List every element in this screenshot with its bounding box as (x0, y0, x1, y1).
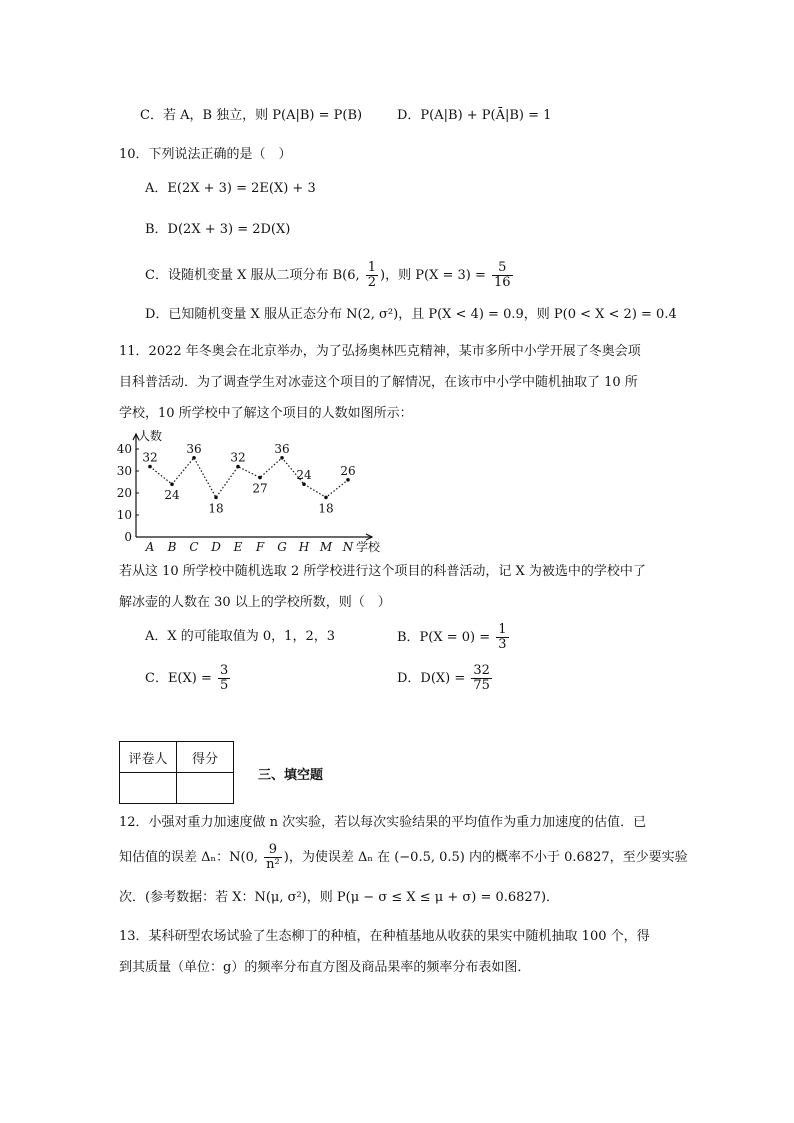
chart-point (214, 496, 218, 500)
chart-point (280, 456, 284, 460)
q10-c-binom-fraction (366, 261, 378, 290)
q12-line-2 (119, 840, 688, 876)
q11-option-a: A．X 的可能取值为 0，1，2，3 (145, 629, 335, 644)
q12-line-3: 次．(参考数据：若 X：N(μ, σ²)，则 P(μ − σ ≤ X ≤ μ + σ) = 0.6827)． (119, 890, 560, 905)
q10-option-d: D．已知随机变量 X 服从正态分布 N(2, σ²)，且 P(X < 4) = 0.9，则 P(0 < X < 2) = 0.4 (145, 307, 677, 322)
chart-series (142, 442, 355, 516)
q12-num: 9 (264, 843, 282, 858)
q11-c-fraction (218, 664, 230, 693)
chart-data-label: 18 (318, 501, 334, 516)
chart-y-tick-label: 30 (116, 464, 132, 478)
chart-point (346, 478, 350, 482)
q12-l2-post: ，为使误差 Δₙ 在 (−0.5, 0.5) 内的概率不小于 0.6827，至少要实验 (288, 850, 688, 865)
chart-data-label: 27 (252, 481, 268, 496)
chart-x-tick-label: C (189, 540, 199, 554)
score-table-score-header: 得分 (177, 742, 234, 773)
chart-x-tick-label: F (255, 540, 265, 554)
q10-c-binom-num: 1 (367, 260, 377, 275)
chart-data-label: 18 (208, 501, 224, 516)
chart-data-label: 26 (340, 463, 356, 478)
q10-option-c (145, 258, 515, 294)
q10-c-mid: ，则 P(X = 3) = (385, 268, 490, 283)
chart-data-label: 24 (164, 488, 180, 503)
q10-option-a: A．E(2X + 3) = 2E(X) + 3 (145, 181, 316, 196)
q10-c-fraction (492, 261, 513, 290)
school-count-chart (110, 426, 390, 556)
chart-data-label: 36 (274, 441, 290, 456)
q10-c-binom-close: ) (380, 268, 386, 283)
q10-c-binom-den: 2 (367, 275, 377, 290)
q10-c-text: C．设随机变量 X 服从二项分布 B (145, 268, 343, 283)
q11-c-text: C．E(X) = (145, 671, 216, 686)
section-title: 三、填空题 (258, 768, 324, 783)
chart-x-tick-label: B (167, 540, 177, 554)
q10-c-den: 16 (494, 275, 511, 290)
chart-x-tick-label: N (342, 540, 354, 554)
q11-d-fraction (471, 664, 492, 693)
q11-d-num: 32 (473, 663, 490, 678)
q12-l2-pre: 知估值的误差 Δₙ：N (119, 850, 241, 865)
chart-data-label: 32 (230, 450, 246, 465)
score-table (119, 741, 234, 804)
chart-x-tick-label: E (233, 540, 243, 554)
q12-den: n² (266, 857, 280, 872)
q11-option-d (397, 661, 494, 697)
chart-point (170, 482, 174, 486)
q13-line-2: 到其质量（单位：g）的频率分布直方图及商品果率的频率分布表如图． (119, 960, 531, 975)
chart-x-tick-label: G (277, 540, 287, 554)
q11-option-c (145, 661, 232, 697)
chart-y-label: 人数 (138, 429, 163, 443)
score-table-score-cell[interactable] (177, 773, 234, 804)
q12-line-1: 12．小强对重力加速度做 n 次实验，若以每次实验结果的平均值作为重力加速度的估值．已 (119, 815, 647, 830)
chart-series-line (150, 458, 348, 498)
q11-line-1: 11．2022 年冬奥会在北京举办，为了弘扬奥林匹克精神，某市多所中小学开展了冬奥会项 (119, 344, 641, 359)
chart-point (302, 482, 306, 486)
chart-data-label: 32 (142, 450, 158, 465)
chart-x-tick-label: D (211, 540, 221, 554)
score-table-grader-header: 评卷人 (120, 742, 177, 773)
chart-point (192, 456, 196, 460)
chart-x-tick-label: M (319, 540, 333, 554)
chart-x-tick-label: A (145, 540, 155, 554)
q11-line-3: 学校，10 所学校中了解这个项目的人数如图所示： (119, 406, 413, 421)
chart-x-tick-label: H (298, 540, 310, 554)
q13-line-1: 13．某科研型农场试验了生态柳丁的种植，在种植基地从收获的果实中随机抽取 100 个，得 (119, 929, 650, 944)
q11-option-b (397, 620, 511, 656)
q11-c-den: 5 (220, 678, 229, 693)
q10-c-num: 5 (492, 261, 513, 276)
chart-point (236, 465, 240, 469)
chart-y-tick-label: 10 (116, 508, 132, 522)
q12-l2-open: (0, (240, 850, 263, 865)
q11-b-text: B．P(X = 0) = (397, 630, 495, 645)
q9-option-c: C．若 A，B 独立，则 P(A|B) = P(B) (140, 108, 363, 123)
q12-l2-close: ) (283, 850, 289, 865)
chart-y-tick-label: 0 (124, 530, 132, 544)
q10-stem: 10．下列说法正确的是（ ） (119, 147, 292, 162)
q12-fraction (264, 843, 282, 872)
chart-y-tick-label: 20 (116, 486, 132, 500)
q11-b-num: 1 (498, 622, 507, 637)
chart-point (324, 496, 328, 500)
q10-option-b: B．D(2X + 3) = 2D(X) (145, 222, 291, 237)
q11-b-fraction (496, 623, 508, 652)
chart-y-tick-label: 40 (116, 442, 132, 456)
chart-point (148, 465, 152, 469)
chart-x-label: 学校 (356, 540, 381, 554)
q11-d-text: D．D(X) = (397, 671, 470, 686)
q11-after-line-1: 若从这 10 所学校中随机选取 2 所学校进行这个项目的科普活动，记 X 为被选中的学校中了 (119, 564, 646, 579)
q11-c-num: 3 (220, 663, 229, 678)
q11-after-line-2: 解冰壶的人数在 30 以上的学校所数，则（ ） (119, 595, 391, 610)
q9-option-d: D．P(A|B) + P(Ā|B) = 1 (397, 108, 552, 123)
q10-c-binom-open: (6, (342, 268, 364, 283)
score-table-grader-cell[interactable] (120, 773, 177, 804)
q11-d-den: 75 (473, 678, 490, 693)
q11-b-den: 3 (498, 637, 507, 652)
q11-line-2: 目科普活动．为了调查学生对冰壶这个项目的了解情况，在该市中小学中随机抽取了 10 所 (119, 375, 638, 390)
chart-point (258, 476, 262, 480)
score-table-input-row (120, 773, 234, 804)
score-table-header-row (120, 742, 234, 773)
chart-data-label: 24 (296, 468, 312, 483)
chart-data-label: 36 (186, 441, 202, 456)
